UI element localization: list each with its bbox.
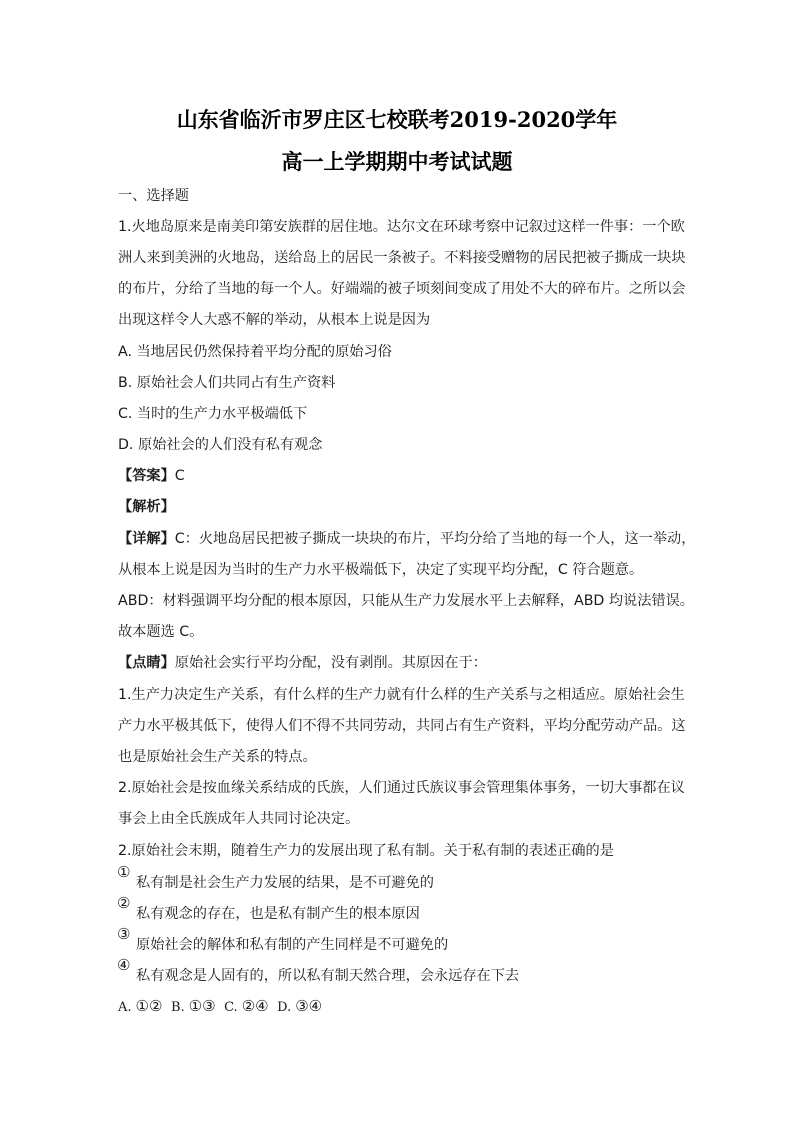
q1-detail-line [118,529,695,549]
point-label: 【点睛】 [118,655,175,671]
q1-option-b: B. 原始社会人们共同占有生产资料 [118,375,336,391]
q2-stem: 2.原始社会末期，随着生产力的发展出现了私有制。关于私有制的表述正确的是 [118,843,614,859]
item-number-1: ① [117,863,131,881]
q1-option-c: C. 当时的生产力水平极端低下 [118,406,308,422]
detail-text: C：火地岛居民把被子撕成一块块的布片，平均分给了当地的每一个人，这一举动， [174,531,696,547]
answer-value: C [174,468,185,484]
q1-stem-line: 出现这样令人大惑不解的举动，从根本上说是因为 [118,312,431,328]
choice-b-value: ①③ [188,997,216,1015]
q1-detail-line: ABD：材料强调平均分配的根本原因，只能从生产力发展水平上去解释，ABD 均说法错误。 [118,593,694,609]
q1-point-line: 也是原始社会生产关系的特点。 [118,749,317,765]
item-number-3: ③ [117,925,131,943]
choice-d-value: ③④ [295,997,323,1015]
q2-item: 原始社会的解体和私有制的产生同样是不可避免的 [136,937,449,953]
q2-item: 私有制是社会生产力发展的结果，是不可避免的 [136,875,434,891]
section-heading: 一、选择题 [118,188,189,204]
choice-c-label: C. [224,1000,238,1015]
choice-d-label: D. [277,1000,292,1015]
choice-a-label: A. [118,1000,132,1015]
q1-stem-line: 洲人来到美洲的火地岛，送给岛上的居民一条被子。不料接受赠物的居民把被子撕成一块块 [118,250,686,266]
q1-option-a: A. 当地居民仍然保持着平均分配的原始习俗 [118,344,392,360]
analysis-label: 【解析】 [118,499,175,515]
q1-point-line: 事会上由全氏族成年人共同讨论决定。 [118,811,360,827]
q1-stem-line: 的布片，分给了当地的每一个人。好端端的被子顷刻间变成了用处不大的碎布片。之所以会 [118,281,686,297]
q1-point-line: 1.生产力决定生产关系，有什么样的生产力就有什么样的生产关系与之相适应。原始社会生 [118,687,685,703]
item-number-4: ④ [117,956,131,974]
choice-c-value: ②④ [241,997,269,1015]
point-text: 原始社会实行平均分配，没有剥削。其原因在于： [174,655,487,671]
q2-item: 私有观念的存在，也是私有制产生的根本原因 [136,906,420,922]
q1-point-line: 2.原始社会是按血缘关系结成的氏族，人们通过氏族议事会管理集体事务，一切大事都在议 [118,780,685,796]
document-title-line-2: 高一上学期期中考试试题 [281,149,513,174]
q1-stem-line: 1.火地岛原来是南美印第安族群的居住地。达尔文在环球考察中记叙过这样一件事：一个欧 [118,219,685,235]
q2-item: 私有观念是人固有的，所以私有制天然合理，会永远存在下去 [136,968,520,984]
choice-a-value: ①② [135,997,163,1015]
answer-label: 【答案】 [118,468,175,484]
q2-choices [118,996,326,1018]
q1-detail-line: 故本题选 C。 [118,624,204,640]
detail-label: 【详解】 [118,531,175,547]
choice-b-label: B. [170,1000,185,1015]
q1-point-line [118,653,487,673]
q1-detail-line: 从根本上说是因为当时的生产力水平极端低下，决定了实现平均分配，C 符合题意。 [118,562,644,578]
q1-point-line: 产力水平极其低下，使得人们不得不共同劳动，共同占有生产资料，平均分配劳动产品。这 [118,718,686,734]
q1-answer [118,466,185,486]
item-number-2: ② [117,894,131,912]
document-title-line-1: 山东省临沂市罗庄区七校联考2019-2020学年 [176,107,618,132]
q1-option-d: D. 原始社会的人们没有私有观念 [118,437,323,453]
